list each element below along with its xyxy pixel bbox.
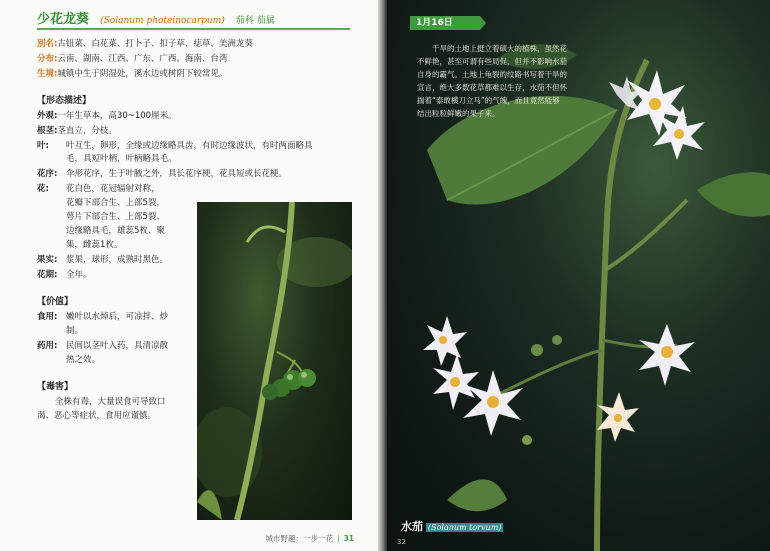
morph-flowering: 花期: 全年。 bbox=[37, 270, 92, 280]
date-badge: 1月16日 bbox=[410, 16, 480, 30]
morph-fruit: 果实: 浆果，球形，成熟时黑色。 bbox=[37, 255, 169, 265]
left-page bbox=[0, 0, 378, 551]
toxicity-text: 全株有毒，大量误食可导致口 bbox=[55, 397, 166, 407]
morph-flower-cont: 集，雌蕊1枚。 bbox=[66, 240, 123, 250]
info-text: 城镇中生于阴湿处，溪水边或树阴下较常见。 bbox=[57, 69, 228, 79]
info-habitat bbox=[37, 68, 227, 81]
morph-inflorescence: 花序: 伞形花序，生于叶腋之外，具长花序梗，花具短或长花梗。 bbox=[37, 169, 288, 179]
morph-stem: 根茎:茎直立，分枝。 bbox=[37, 126, 117, 136]
caption-latin-name: (Solanum torvum) bbox=[428, 523, 502, 532]
plant-fruit-photo bbox=[197, 202, 352, 520]
value-edible-cont: 制。 bbox=[66, 326, 84, 336]
book-gutter bbox=[378, 0, 387, 551]
info-label: 分布: bbox=[37, 54, 58, 64]
morph-flower-cont: 花瓣下部合生、上部5裂， bbox=[66, 198, 165, 208]
morph-appearance: 外观:一年生草本，高30~100厘米。 bbox=[37, 111, 177, 121]
page-number: 32 bbox=[397, 538, 406, 546]
footer-book-title: 城市野趣：一步一花 bbox=[265, 534, 334, 543]
title-latin-name: (Solanum photeinocarpum) bbox=[100, 16, 225, 26]
info-alias bbox=[37, 38, 253, 51]
page-number: 31 bbox=[343, 534, 354, 543]
title-chinese-name: 少花龙葵 bbox=[37, 12, 90, 27]
species-title bbox=[37, 8, 275, 27]
title-divider bbox=[37, 28, 350, 30]
section-morphology: 【形态描述】 bbox=[37, 96, 92, 106]
page-footer bbox=[266, 533, 354, 544]
toxicity-text-cont: 渴、恶心等症状，食用应谨慎。 bbox=[37, 411, 157, 421]
title-family: 茄科 茄属 bbox=[235, 16, 275, 26]
morph-leaf-cont: 毛，具短叶柄，叶柄略具毛。 bbox=[66, 154, 177, 164]
info-label: 生境: bbox=[37, 69, 58, 79]
info-label: 别名: bbox=[37, 39, 58, 49]
morph-flower-cont: 边缘略具毛，雄蕊5枚、聚 bbox=[66, 226, 165, 236]
value-medicinal-cont: 热之效。 bbox=[66, 355, 101, 365]
value-medicinal: 药用: 民间以茎叶入药，具清凉散 bbox=[37, 341, 169, 351]
section-value: 【价值】 bbox=[37, 297, 74, 307]
species-caption bbox=[401, 515, 503, 534]
flower-bottom bbox=[423, 316, 695, 442]
info-text: 古钮菜、白花菜、打卜子、扣子草、痣草、美洲龙葵 bbox=[57, 39, 253, 49]
section-toxicity: 【毒害】 bbox=[37, 382, 74, 392]
info-text: 云南、湖南、江西、广东、广西、海南、台湾 bbox=[57, 54, 228, 64]
right-page bbox=[387, 0, 770, 551]
morph-flower: 花: 花白色，花冠辐射对称， bbox=[37, 184, 160, 194]
morph-leaf: 叶: 叶互生，卵形，全缘或边缘略具齿，有时边缘波状，有时两面略具 bbox=[37, 141, 313, 151]
intro-paragraph: 干旱的土地上挺立着硕大的植株，虽然花不鲜艳，甚至可谓有些局促，但并不影响水茄自身的霸气。土地上龟裂的纹路书写着干旱的宣言，绝大多数花草都难以生存，水茄不但怀揣着“泰敢横刀立马”的气魄，而且竟然能够结出粒粒鲜嫩的果子来。 bbox=[417, 44, 567, 118]
info-distribution bbox=[37, 53, 227, 66]
fruit-illustration bbox=[197, 202, 352, 520]
footer-separator: | bbox=[337, 534, 340, 543]
caption-chinese-name: 水茄 bbox=[401, 520, 423, 533]
morph-flower-cont: 萼片下部合生、上部5裂、 bbox=[66, 212, 165, 222]
value-edible: 食用: 嫩叶以水焯后，可凉拌、炒 bbox=[37, 312, 169, 322]
